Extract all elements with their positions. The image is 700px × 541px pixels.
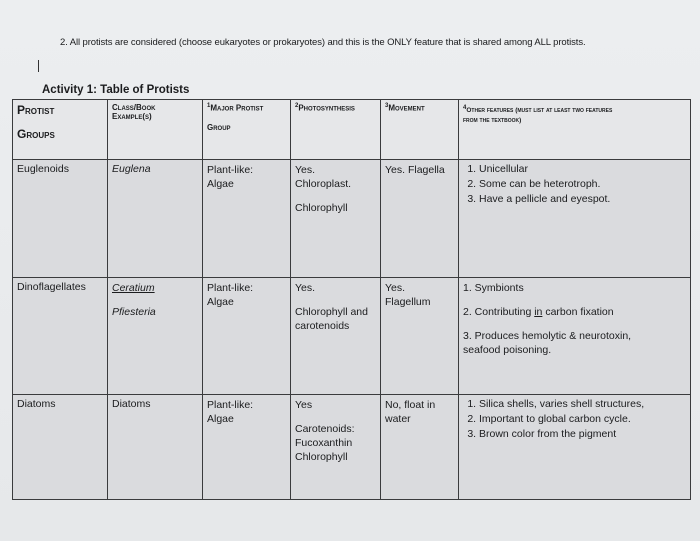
photo-line: Chlorophyll bbox=[295, 202, 348, 214]
cell-movement bbox=[381, 160, 459, 278]
header-row bbox=[13, 100, 691, 160]
photo-line: Chlorophyll and bbox=[295, 306, 368, 318]
example-line: Pfiesteria bbox=[112, 306, 156, 318]
feature-item: 1. Unicellular bbox=[479, 163, 686, 176]
feature-item: seafood poisoning. bbox=[463, 344, 552, 356]
header-other-sub-label: from the textbook) bbox=[463, 117, 522, 125]
photo-line: Yes bbox=[295, 399, 313, 411]
feature-text: in bbox=[534, 306, 543, 318]
cell-group: Diatoms bbox=[13, 395, 108, 500]
cell-features bbox=[459, 395, 691, 500]
major-line: Plant-like: bbox=[207, 164, 254, 176]
example-line: Ceratium bbox=[112, 282, 155, 294]
cell-movement bbox=[381, 395, 459, 500]
header-major-group bbox=[203, 100, 291, 160]
question-text: 2. All protists are considered (choose eukaryotes or prokaryotes) and this is the ONLY feature that is shared among ALL protists. bbox=[60, 37, 586, 48]
activity-title: Activity 1: Table of Protists bbox=[42, 84, 190, 96]
feature-item: 2. Some can be heterotroph. bbox=[479, 178, 686, 191]
movement-line: water bbox=[385, 413, 411, 425]
cell-group: Euglenoids bbox=[13, 160, 108, 278]
header-photosynthesis-label: Photosynthesis bbox=[298, 103, 355, 113]
protist-table bbox=[12, 99, 691, 500]
header-protist-label: Protist bbox=[17, 103, 55, 117]
movement-line: Yes. bbox=[385, 282, 406, 294]
cell-major-group bbox=[203, 278, 291, 395]
photo-line: Chloroplast. bbox=[295, 178, 352, 190]
footnote-4: 4 bbox=[463, 105, 467, 111]
cell-photosynthesis bbox=[291, 160, 381, 278]
photo-line: Yes. bbox=[295, 164, 316, 176]
header-class-book bbox=[108, 100, 203, 160]
photo-line: Carotenoids: bbox=[295, 423, 355, 435]
photo-line: Chlorophyll bbox=[295, 451, 348, 463]
header-class-label: Class/Book bbox=[112, 103, 156, 112]
movement-line: Flagellum bbox=[385, 296, 431, 308]
movement-line: No, float in bbox=[385, 399, 436, 411]
feature-item: 1. Symbionts bbox=[463, 282, 524, 294]
feature-item: 3. Have a pellicle and eyespot. bbox=[479, 193, 686, 206]
feature-text: carbon fixation bbox=[542, 306, 614, 318]
table-row bbox=[13, 278, 691, 395]
footnote-2: 2 bbox=[295, 103, 299, 109]
header-other-label: Other features (must list at least two features bbox=[466, 107, 613, 115]
cell-group: Dinoflagellates bbox=[13, 278, 108, 395]
table-row bbox=[13, 395, 691, 500]
footnote-1: 1 bbox=[207, 103, 211, 109]
header-movement bbox=[381, 100, 459, 160]
table-row bbox=[13, 160, 691, 278]
major-line: Algae bbox=[207, 296, 234, 308]
header-protist-groups bbox=[13, 100, 108, 160]
feature-item: 3. Produces hemolytic & neurotoxin, bbox=[463, 330, 632, 342]
major-line: Algae bbox=[207, 178, 234, 190]
photo-line: carotenoids bbox=[295, 320, 350, 332]
feature-item: 2. Important to global carbon cycle. bbox=[479, 413, 686, 426]
header-groups-label: Groups bbox=[17, 127, 55, 141]
photo-line: Fucoxanthin bbox=[295, 437, 353, 449]
header-examples-label: Example(s) bbox=[112, 112, 152, 121]
feature-text: 2. Contributing bbox=[463, 306, 535, 318]
header-photosynthesis bbox=[291, 100, 381, 160]
cell-example: Diatoms bbox=[108, 395, 203, 500]
cell-features bbox=[459, 160, 691, 278]
footnote-3: 3 bbox=[385, 103, 389, 109]
major-line: Plant-like: bbox=[207, 282, 254, 294]
photo-line: Yes. bbox=[295, 282, 316, 294]
movement-line: Yes. Flagella bbox=[385, 164, 445, 176]
feature-item: 3. Brown color from the pigment bbox=[479, 428, 686, 441]
cell-photosynthesis bbox=[291, 395, 381, 500]
cell-major-group bbox=[203, 395, 291, 500]
cell-major-group bbox=[203, 160, 291, 278]
cell-features bbox=[459, 278, 691, 395]
major-line: Plant-like: bbox=[207, 399, 254, 411]
header-major-label: Major Protist bbox=[210, 103, 264, 113]
text-cursor bbox=[38, 60, 39, 72]
feature-item bbox=[463, 305, 686, 319]
header-group-label: Group bbox=[207, 122, 231, 132]
major-line: Algae bbox=[207, 413, 234, 425]
cell-photosynthesis bbox=[291, 278, 381, 395]
header-other-features bbox=[459, 100, 691, 160]
feature-item: 1. Silica shells, varies shell structures, bbox=[479, 398, 686, 411]
cell-example: Euglena bbox=[108, 160, 203, 278]
cell-example bbox=[108, 278, 203, 395]
header-movement-label: Movement bbox=[388, 103, 425, 113]
cell-movement bbox=[381, 278, 459, 395]
